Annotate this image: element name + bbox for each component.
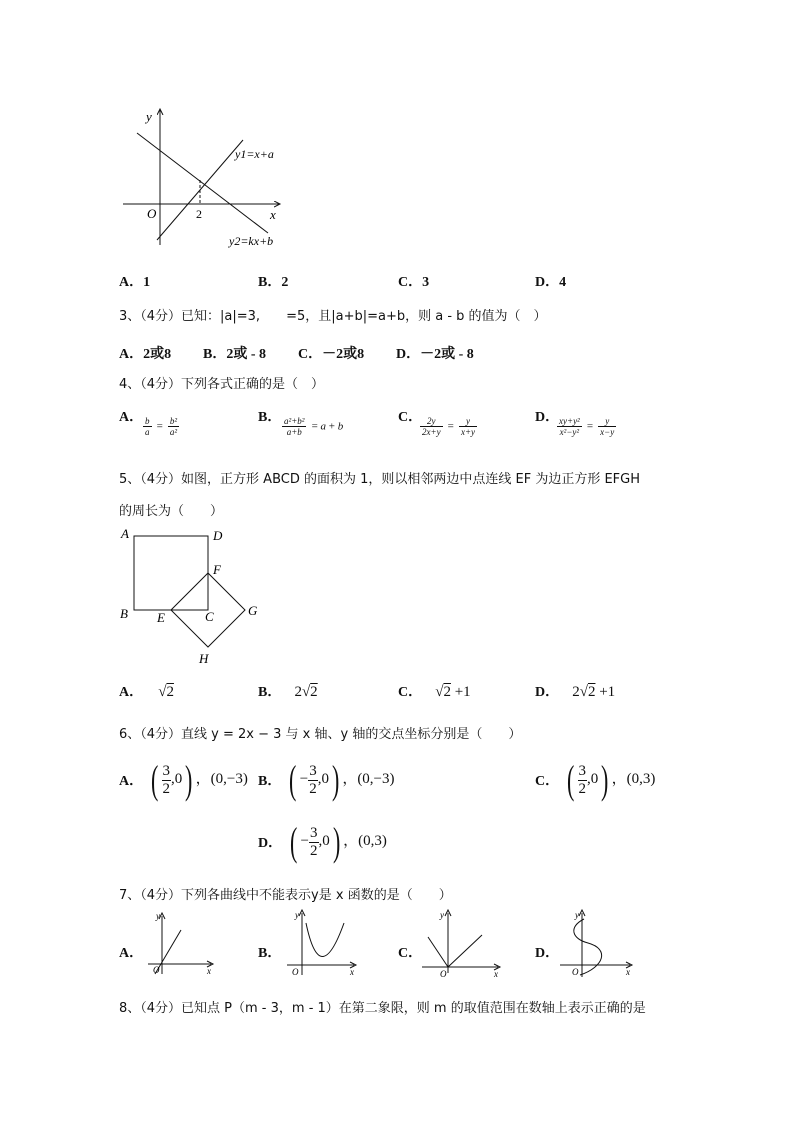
svg-text:y: y [156, 911, 160, 921]
q6-option-a-expr: ( $\frac{3}{2}$ ,0) ，(0,−3) [151, 757, 248, 802]
q5-stem-line2: 的周长为（ ） [119, 504, 224, 519]
label-f: F [213, 562, 221, 577]
label-c: C [205, 609, 214, 624]
q5-option-b-expr: 2√2 [294, 684, 318, 700]
q6-option-d[interactable] [258, 819, 387, 868]
q5-option-d-expr: 2√2 +1 [572, 684, 616, 700]
q7-graph-d[interactable] [558, 905, 638, 980]
q4-option-b-expr: $\frac{\text{a²+b²}}{a+b}$ = a + b [284, 416, 344, 437]
svg-text:x: x [626, 967, 630, 977]
q5-option-a-expr: √2 [158, 684, 174, 700]
q4-option-a-expr: $\frac{b}{a}$ = $\frac{\text{b²}}{\text{a²}}$ [145, 416, 178, 437]
q7-option-b-label[interactable]: B． [258, 946, 282, 961]
q4-option-d[interactable] [535, 406, 615, 437]
q6-option-a-label: A． [119, 774, 144, 789]
label-b: B [120, 606, 128, 621]
q6-option-a[interactable] [119, 757, 248, 806]
q2-line1-label: y1=x+a [235, 147, 274, 161]
q2-option-c[interactable]: C．3 [398, 275, 430, 290]
q4-option-a[interactable] [119, 406, 178, 437]
q3-option-b[interactable]: B．2或 - 8 [203, 347, 266, 362]
q6-option-c-expr: ( $\frac{3}{2}$ ,0) ，(0,3) [567, 757, 656, 802]
label-a: A [121, 526, 129, 541]
q6-stem: 6、（4分）直线 y = 2x − 3 与 x 轴、y 轴的交点坐标分别是（ ） [119, 727, 522, 742]
q3-option-a[interactable]: A．2或8 [119, 347, 172, 362]
svg-text:O: O [440, 969, 447, 979]
q4-option-b[interactable] [258, 406, 344, 437]
svg-text:y: y [295, 910, 299, 920]
q5-option-b-label: B． [258, 685, 282, 700]
q6-option-d-expr: ( − $\frac{3}{2}$ ,0) ，(0,3) [290, 819, 387, 864]
q5-option-d-label: D． [535, 685, 560, 700]
q5-option-d[interactable] [535, 681, 615, 701]
svg-text:O: O [153, 965, 160, 975]
q2-option-b[interactable]: B．2 [258, 275, 289, 290]
q6-option-c[interactable] [535, 757, 656, 806]
label-g: G [248, 603, 258, 618]
q2-option-d[interactable]: D．4 [535, 275, 567, 290]
q2-origin: O [147, 206, 157, 221]
label-d: D [213, 528, 223, 543]
svg-text:O: O [572, 967, 579, 977]
svg-text:y: y [575, 910, 579, 920]
q7-graph-a[interactable] [145, 908, 220, 978]
svg-text:x: x [350, 967, 354, 977]
q7-graph-c[interactable] [420, 905, 505, 980]
q5-option-a-label: A． [119, 685, 144, 700]
q7-option-a-label[interactable]: A． [119, 946, 144, 961]
q4-option-c-label: C． [398, 410, 423, 425]
q4-option-a-label: A． [119, 410, 144, 425]
q8-stem: 8、（4分）已知点 P（m - 3，m - 1）在第二象限，则 m 的取值范围在数轴上表示正确的是 [119, 1001, 646, 1016]
q7-option-d-label[interactable]: D． [535, 946, 560, 961]
q2-graph [115, 105, 295, 255]
q7-graph-b[interactable] [282, 905, 362, 980]
q4-option-c[interactable] [398, 406, 476, 437]
q5-option-c[interactable] [398, 681, 471, 701]
q6-option-b-label: B． [258, 774, 282, 789]
q6-option-b[interactable] [258, 757, 395, 806]
q5-option-b[interactable] [258, 681, 318, 701]
q7-option-c-label[interactable]: C． [398, 946, 423, 961]
q2-option-a[interactable]: A．1 [119, 275, 151, 290]
q2-tick: 2 [196, 207, 202, 221]
q4-option-c-expr: $\frac{2y}{2x+y}$ = $\frac{y}{x+y}$ [422, 416, 476, 437]
q6-option-b-expr: ( − $\frac{3}{2}$ ,0) ，(0,−3) [289, 757, 395, 802]
svg-text:x: x [494, 969, 498, 979]
q5-option-c-expr: √2 +1 [435, 684, 471, 700]
q4-stem: 4、（4分）下列各式正确的是（ ） [119, 377, 325, 392]
q2-x-label: x [270, 207, 276, 222]
q4-option-b-label: B． [258, 410, 282, 425]
svg-text:O: O [292, 967, 299, 977]
q7-stem: 7、（4分）下列各曲线中不能表示y是 x 函数的是（ ） [119, 888, 452, 903]
label-e: E [157, 610, 165, 625]
q4-option-d-label: D． [535, 410, 560, 425]
label-h: H [199, 651, 209, 666]
q3-stem: 3、（4分）已知：|a|=3, =5，且|a+b|=a+b，则 a - b 的值为（ ） [119, 309, 547, 324]
q5-stem-line1: 5、（4分）如图，正方形 ABCD 的面积为 1，则以相邻两边中点连线 EF 为边正方形 EFGH [119, 472, 641, 487]
svg-text:x: x [207, 966, 211, 976]
q5-option-a[interactable] [119, 681, 174, 701]
square-abcd [134, 536, 208, 610]
q3-option-c[interactable]: C．－2或8 [298, 347, 365, 362]
q5-option-c-label: C． [398, 685, 423, 700]
q4-option-d-expr: $\frac{\text{xy+y²}}{\text{x²−y²}}$ = $\frac{y}{x-y}$ [559, 416, 615, 437]
svg-text:y: y [440, 910, 444, 920]
q5-figure [115, 525, 265, 670]
q6-option-c-label: C． [535, 774, 560, 789]
q2-line2-label: y2=kx+b [229, 234, 274, 248]
q2-y-label: y [146, 109, 152, 124]
q6-option-d-label: D． [258, 836, 283, 851]
q3-option-d[interactable]: D．－2或 - 8 [396, 347, 474, 362]
